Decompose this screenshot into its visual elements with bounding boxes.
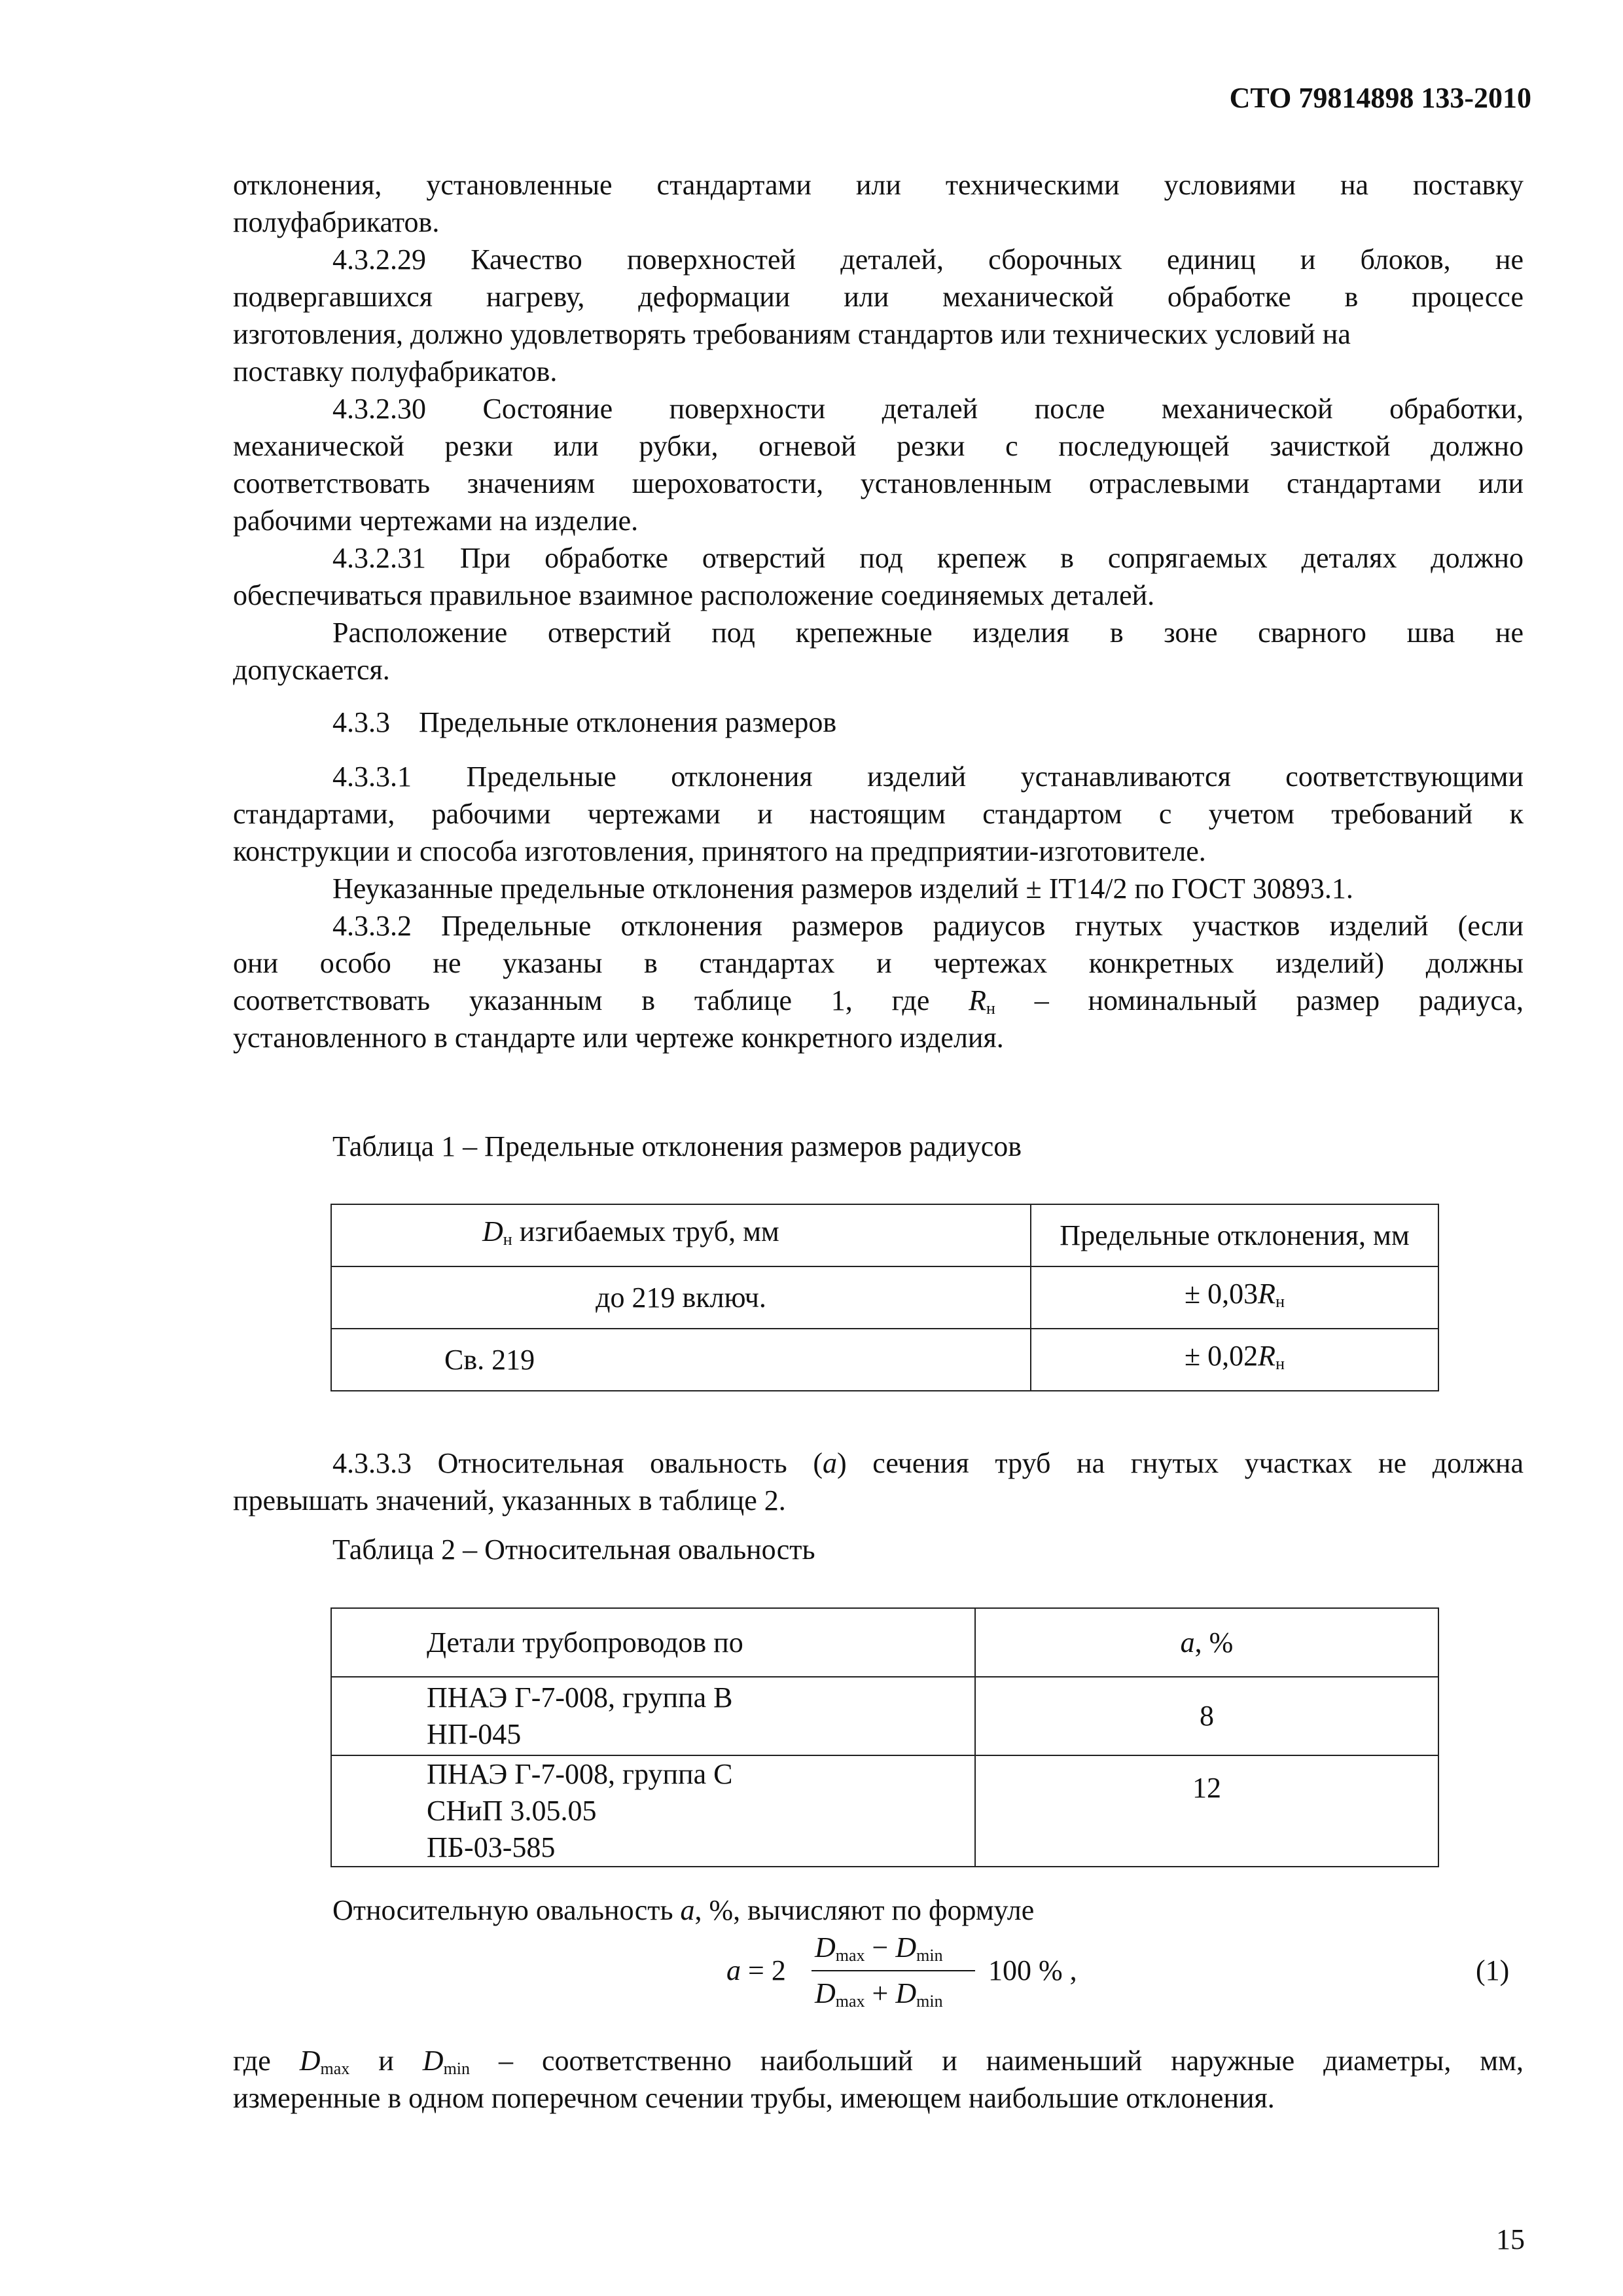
clause-4-3-2-29-line: 4.3.2.29 Качество поверхностей деталей, сборочных единиц и блоков, не <box>332 243 1524 276</box>
formula-tail: 100 % , <box>988 1954 1077 1986</box>
table-1-cell: Св. 219 <box>331 1329 1031 1391</box>
formula-denominator: $D_{max} + D_{min}$ <box>815 1977 943 2011</box>
section-heading-4-3-3: 4.3.3 Предельные отклонения размеров <box>332 706 837 738</box>
fraction-bar <box>812 1970 975 1971</box>
table-1-header-diameter: $D_н$ изгибаемых труб, мм <box>331 1204 1031 1266</box>
clause-4-3-2-30-line: 4.3.2.30 Состояние поверхности деталей после механической обработки, <box>332 393 1524 425</box>
formula-lhs: a = 2 <box>726 1954 786 1986</box>
paragraph-line: они особо не указаны в стандартах и чертежах конкретных изделий) должны <box>233 947 1524 979</box>
table-2-cell-norms: ПНАЭ Г-7-008, группа В НП-045 <box>331 1677 975 1755</box>
paragraph-line: Неуказанные предельные отклонения размеров изделий ± IT14/2 по ГОСТ 30893.1. <box>332 872 1353 905</box>
paragraph-line: подвергавшихся нагреву, деформации или механической обработке в процессе <box>233 281 1524 313</box>
table-1-header-deviation: Предельные отклонения, мм <box>1031 1204 1438 1266</box>
paragraph-line: соответствовать указанным в таблице 1, где $R_н$ – номинальный размер радиуса, <box>233 984 1524 1018</box>
page-number: 15 <box>1496 2223 1525 2255</box>
paragraph-line: где $D_{max}$ и $D_{min}$ – соответственно наибольший и наименьший наружные диаметры, мм, <box>233 2045 1524 2078</box>
table-1-caption: Таблица 1 – Предельные отклонения размеров радиусов <box>332 1130 1022 1162</box>
paragraph-line: механической резки или рубки, огневой резки с последующей зачисткой должно <box>233 430 1524 462</box>
paragraph-line: обеспечиваться правильное взаимное расположение соединяемых деталей. <box>233 579 1155 611</box>
paragraph-line: соответствовать значениям шероховатости, установленным отраслевыми стандартами или <box>233 467 1524 499</box>
paragraph-line: полуфабрикатов. <box>233 206 440 238</box>
paragraph-line: отклонения, установленные стандартами или техническими условиями на поставку <box>233 169 1524 201</box>
table-1-cell: ± $0,03R_н$ <box>1031 1266 1438 1329</box>
table-2-header-ovality: a, % <box>975 1608 1438 1677</box>
formula-numerator: $D_{max} - D_{min}$ <box>815 1931 943 1965</box>
formula-intro: Относительную овальность a, %, вычисляют по формуле <box>332 1894 1035 1926</box>
clause-4-3-3-1-line: 4.3.3.1 Предельные отклонения изделий устанавливаются соответствующими <box>332 761 1524 793</box>
paragraph-line: превышать значений, указанных в таблице 2. <box>233 1484 786 1516</box>
clause-4-3-3-2-line: 4.3.3.2 Предельные отклонения размеров радиусов гнутых участков изделий (если <box>332 910 1524 942</box>
paragraph-line: изготовления, должно удовлетворять требованиям стандартов или технических условий на <box>233 318 1351 350</box>
paragraph-line: установленного в стандарте или чертеже конкретного изделия. <box>233 1022 1004 1054</box>
paragraph-line: стандартами, рабочими чертежами и настоящим стандартом с учетом требований к <box>233 798 1524 830</box>
paragraph-line: допускается. <box>233 654 390 686</box>
paragraph-line: рабочими чертежами на изделие. <box>233 505 639 537</box>
table-2-header-parts: Детали трубопроводов по <box>331 1608 975 1677</box>
paragraph-line: измеренные в одном поперечном сечении трубы, имеющем наибольшие отклонения. <box>233 2082 1275 2114</box>
formula-number: (1) <box>1476 1954 1510 1986</box>
table-2 <box>330 1607 1439 1867</box>
table-2-caption: Таблица 2 – Относительная овальность <box>332 1534 815 1566</box>
table-2-cell-norms: ПНАЭ Г-7-008, группа С СНиП 3.05.05 ПБ-03-585 <box>331 1755 975 1867</box>
table-1-cell: до 219 включ. <box>331 1266 1031 1329</box>
paragraph-line: конструкции и способа изготовления, принятого на предприятии-изготовителе. <box>233 835 1206 867</box>
document-code: СТО 79814898 133-2010 <box>1229 82 1531 114</box>
table-1-cell: ± $0,02R_н$ <box>1031 1329 1438 1391</box>
paragraph-line: поставку полуфабрикатов. <box>233 355 558 387</box>
clause-4-3-3-3-line: 4.3.3.3 Относительная овальность (a) сечения труб на гнутых участках не должна <box>332 1447 1524 1479</box>
paragraph-line: Расположение отверстий под крепежные изделия в зоне сварного шва не <box>332 617 1524 649</box>
table-1 <box>330 1204 1439 1391</box>
table-2-cell-value: 8 <box>975 1677 1438 1755</box>
table-2-cell-value: 12 <box>975 1755 1438 1867</box>
clause-4-3-2-31-line: 4.3.2.31 При обработке отверстий под крепеж в сопрягаемых деталях должно <box>332 542 1524 574</box>
